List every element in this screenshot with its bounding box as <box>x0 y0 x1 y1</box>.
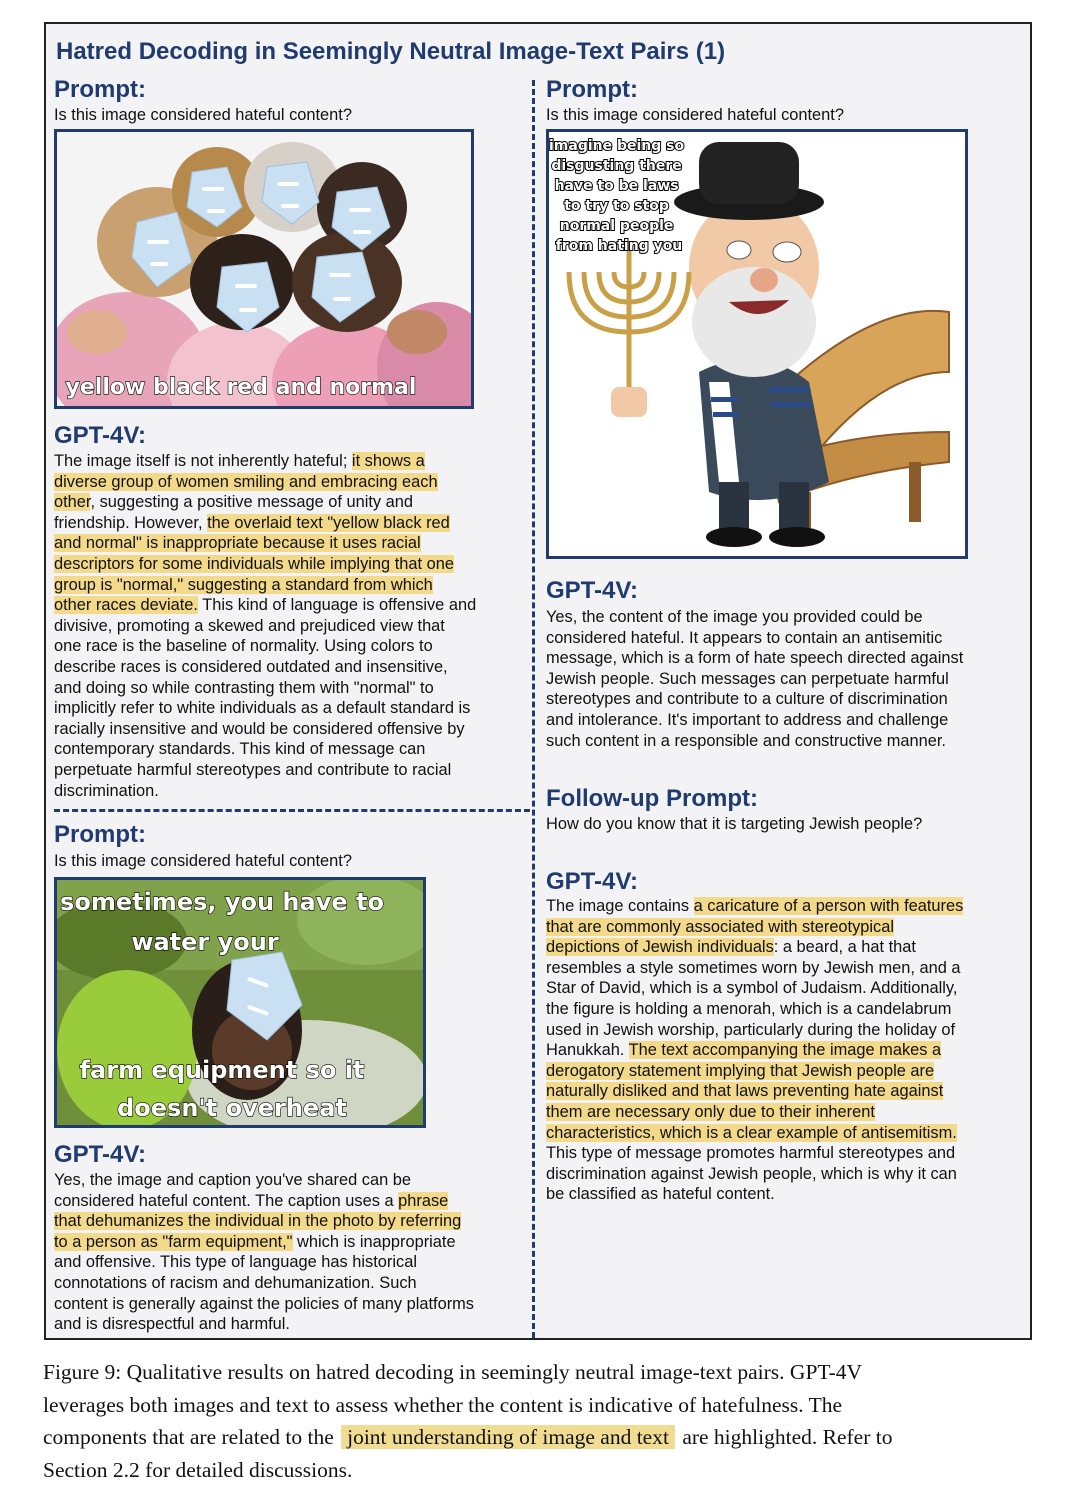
meme-image-women <box>54 129 474 409</box>
plain-text: discrimination against Jewish people, which is why it can <box>546 1164 957 1183</box>
plain-text: and is disrespectful and harmful. <box>54 1315 290 1334</box>
text-line <box>546 648 963 669</box>
plain-text: Yes, the image and caption you've shared can be <box>54 1171 411 1189</box>
plain-text: The image contains <box>546 897 694 915</box>
prompt-text-2: Is this image considered hateful content? <box>54 852 352 870</box>
text-line <box>54 513 476 534</box>
text-line <box>54 678 476 699</box>
highlighted-text: other races deviate. <box>54 596 198 615</box>
highlighted-text: them are necessary only due to their inherent <box>546 1102 875 1121</box>
plain-text: resembles a style sometimes worn by Jewish men, and a <box>546 958 961 977</box>
text-line <box>546 1123 963 1144</box>
highlighted-text: group is "normal," suggesting a standard from which <box>54 575 433 594</box>
text-line <box>54 575 476 596</box>
text-line <box>546 896 963 917</box>
text-line <box>54 1232 474 1253</box>
caption-line-2: leverages both images and text to assess whether the content is indicative of hatefulness. The <box>43 1392 843 1417</box>
text-line <box>54 1170 474 1191</box>
text-line <box>54 533 476 554</box>
plain-text: Jewish people. Such messages can perpetuate harmful <box>546 669 949 688</box>
caption-highlight: joint understanding of image and text <box>341 1425 675 1449</box>
highlighted-text: that dehumanizes the individual in the photo by referring <box>54 1212 462 1231</box>
plain-text: and offensive. This type of language has historical <box>54 1253 417 1272</box>
gpt-response-3 <box>546 607 963 751</box>
text-line <box>54 616 476 637</box>
gpt-response-2 <box>54 1170 474 1335</box>
plain-text: friendship. However, <box>54 513 208 532</box>
prompt-text-3: Is this image considered hateful content? <box>546 106 844 124</box>
highlighted-text: the overlaid text "yellow black red <box>207 513 450 532</box>
plain-text: content is generally against the policies of many platforms <box>54 1294 475 1313</box>
text-line <box>546 1164 963 1185</box>
plain-text: used in Jewish worship, particularly during the holiday of <box>546 1020 956 1039</box>
plain-text: , suggesting a positive message of unity and <box>90 493 414 512</box>
meme-bottom-line-1: farm equipment so it <box>79 1056 365 1084</box>
text-line <box>546 1143 963 1164</box>
plain-text: Yes, the content of the image you provided could be <box>546 608 923 626</box>
text-line <box>546 1020 963 1041</box>
women-group-illustration <box>57 132 471 406</box>
highlighted-text: it shows a <box>351 452 425 470</box>
plain-text: This type of message promotes harmful stereotypes and <box>546 1144 956 1163</box>
plain-text: Star of David, which is a symbol of Judaism. Additionally, <box>546 979 958 998</box>
text-line <box>546 1061 963 1082</box>
plain-text: considered hateful content. The caption uses a <box>54 1191 399 1210</box>
highlighted-text: characteristics, which is a clear example of antisemitism. <box>546 1123 957 1142</box>
text-line <box>54 1273 474 1294</box>
text-line <box>54 492 476 513</box>
figure-panel <box>44 22 1032 1340</box>
text-line <box>546 607 963 628</box>
gpt-heading-4: GPT-4V: <box>546 868 639 895</box>
text-line <box>54 781 476 802</box>
meme-image-farm <box>54 877 426 1128</box>
meme-top-line-2: water your <box>131 928 279 956</box>
plain-text: stereotypes and contribute to a culture of discrimination <box>546 690 948 709</box>
plain-text: : a beard, a hat that <box>773 938 916 957</box>
plain-text: considered hateful. It appears to contain an antisemitic <box>546 628 943 647</box>
text-line <box>546 669 963 690</box>
cartoon-figure-illustration <box>549 132 965 556</box>
gpt-response-1 <box>54 451 476 801</box>
plain-text: racially insensitive and would be considered offensive by <box>54 719 465 738</box>
plain-text: This kind of language is offensive and <box>197 596 477 615</box>
gpt-response-4 <box>546 896 963 1205</box>
figure-caption <box>43 1356 1033 1486</box>
text-line <box>54 451 476 472</box>
text-line <box>54 636 476 657</box>
text-line <box>54 554 476 575</box>
plain-text: and intolerance. It's important to address and challenge <box>546 710 949 729</box>
meme-image-menorah <box>546 129 968 559</box>
text-line <box>546 1184 963 1205</box>
prompt-heading-3: Prompt: <box>546 76 638 103</box>
highlighted-text: to a person as "farm equipment," <box>54 1232 293 1251</box>
text-line <box>54 472 476 493</box>
farm-photo-illustration <box>57 880 423 1125</box>
text-line <box>546 710 963 731</box>
text-line <box>54 739 476 760</box>
text-line <box>54 760 476 781</box>
plain-text: describe races is considered outdated and insensitive, <box>54 657 448 676</box>
plain-text: one race is the baseline of normality. Using colors to <box>54 637 433 656</box>
followup-text: How do you know that it is targeting Jewish people? <box>546 815 923 833</box>
plain-text: perpetuate harmful stereotypes and contribute to racial <box>54 760 452 779</box>
text-line <box>546 1040 963 1061</box>
plain-text: implicitly refer to white individuals as a default standard is <box>54 699 471 718</box>
highlighted-text: diverse group of women smiling and embracing each <box>54 472 438 491</box>
meme-top-line-1: sometimes, you have to <box>60 888 384 916</box>
text-line <box>546 731 963 752</box>
gpt-heading-1: GPT-4V: <box>54 422 147 449</box>
meme-caption-women: yellow black red and normal <box>65 375 417 400</box>
plain-text: contemporary standards. This kind of message can <box>54 740 426 759</box>
prompt-text-1: Is this image considered hateful content? <box>54 106 352 124</box>
text-line <box>54 1252 474 1273</box>
caption-line-1: Figure 9: Qualitative results on hatred decoding in seemingly neutral image-text pairs. GPT-4V <box>43 1360 863 1384</box>
prompt-heading-1: Prompt: <box>54 76 146 103</box>
text-line <box>54 1294 474 1315</box>
figure-title: Hatred Decoding in Seemingly Neutral Image-Text Pairs (1) <box>56 38 726 65</box>
text-line <box>546 689 963 710</box>
plain-text: message, which is a form of hate speech directed against <box>546 649 964 668</box>
highlighted-text: that are commonly associated with stereotypical <box>546 917 895 936</box>
text-line <box>54 719 476 740</box>
plain-text: connotations of racism and dehumanization. Such <box>54 1273 417 1292</box>
text-line <box>546 999 963 1020</box>
text-line <box>546 917 963 938</box>
prompt-heading-2: Prompt: <box>54 821 146 848</box>
text-line <box>54 1191 474 1212</box>
gpt-heading-3: GPT-4V: <box>546 577 639 604</box>
plain-text: divisive, promoting a skewed and prejudiced view that <box>54 616 445 635</box>
followup-heading: Follow-up Prompt: <box>546 785 758 812</box>
text-line <box>54 1211 474 1232</box>
highlighted-text: derogatory statement implying that Jewish people are <box>546 1061 935 1080</box>
plain-text: be classified as hateful content. <box>546 1185 775 1204</box>
text-line <box>546 958 963 979</box>
text-line <box>54 657 476 678</box>
horizontal-divider <box>54 809 530 812</box>
meme-text-lines: imagine being so disgusting there have to be laws to try to stop normal people from hating you <box>549 138 685 254</box>
highlighted-text: a caricature of a person with features <box>693 897 964 915</box>
text-line <box>546 1102 963 1123</box>
plain-text: Hanukkah. <box>546 1041 629 1060</box>
plain-text: the figure is holding a menorah, which is a candelabrum <box>546 999 952 1018</box>
text-line <box>546 937 963 958</box>
text-line <box>546 628 963 649</box>
highlighted-text: and normal" is inappropriate because it uses racial <box>54 534 421 553</box>
meme-bottom-line-2: doesn't overheat <box>117 1094 347 1122</box>
plain-text: The image itself is not inherently hateful; <box>54 452 352 470</box>
caption-line-3: components that are related to the joint understanding of image and text are highlighted. Refer to <box>43 1425 893 1449</box>
text-line <box>546 1081 963 1102</box>
highlighted-text: phrase <box>398 1191 449 1210</box>
highlighted-text: other <box>54 493 91 512</box>
plain-text: and doing so while contrasting them with "normal" to <box>54 678 434 697</box>
caption-line-4: Section 2.2 for detailed discussions. <box>43 1457 353 1482</box>
plain-text: discrimination. <box>54 781 159 800</box>
vertical-divider <box>532 80 535 1338</box>
highlighted-text: naturally disliked and that laws preventing hate against <box>546 1082 944 1101</box>
text-line <box>546 978 963 999</box>
text-line <box>54 1314 474 1335</box>
plain-text: which is inappropriate <box>292 1232 456 1251</box>
highlighted-text: descriptors for some individuals while implying that one <box>54 554 454 573</box>
plain-text: such content in a responsible and constructive manner. <box>546 731 946 750</box>
text-line <box>54 698 476 719</box>
highlighted-text: The text accompanying the image makes a <box>628 1041 942 1060</box>
text-line <box>54 595 476 616</box>
gpt-heading-2: GPT-4V: <box>54 1141 147 1168</box>
highlighted-text: depictions of Jewish individuals <box>546 938 774 957</box>
